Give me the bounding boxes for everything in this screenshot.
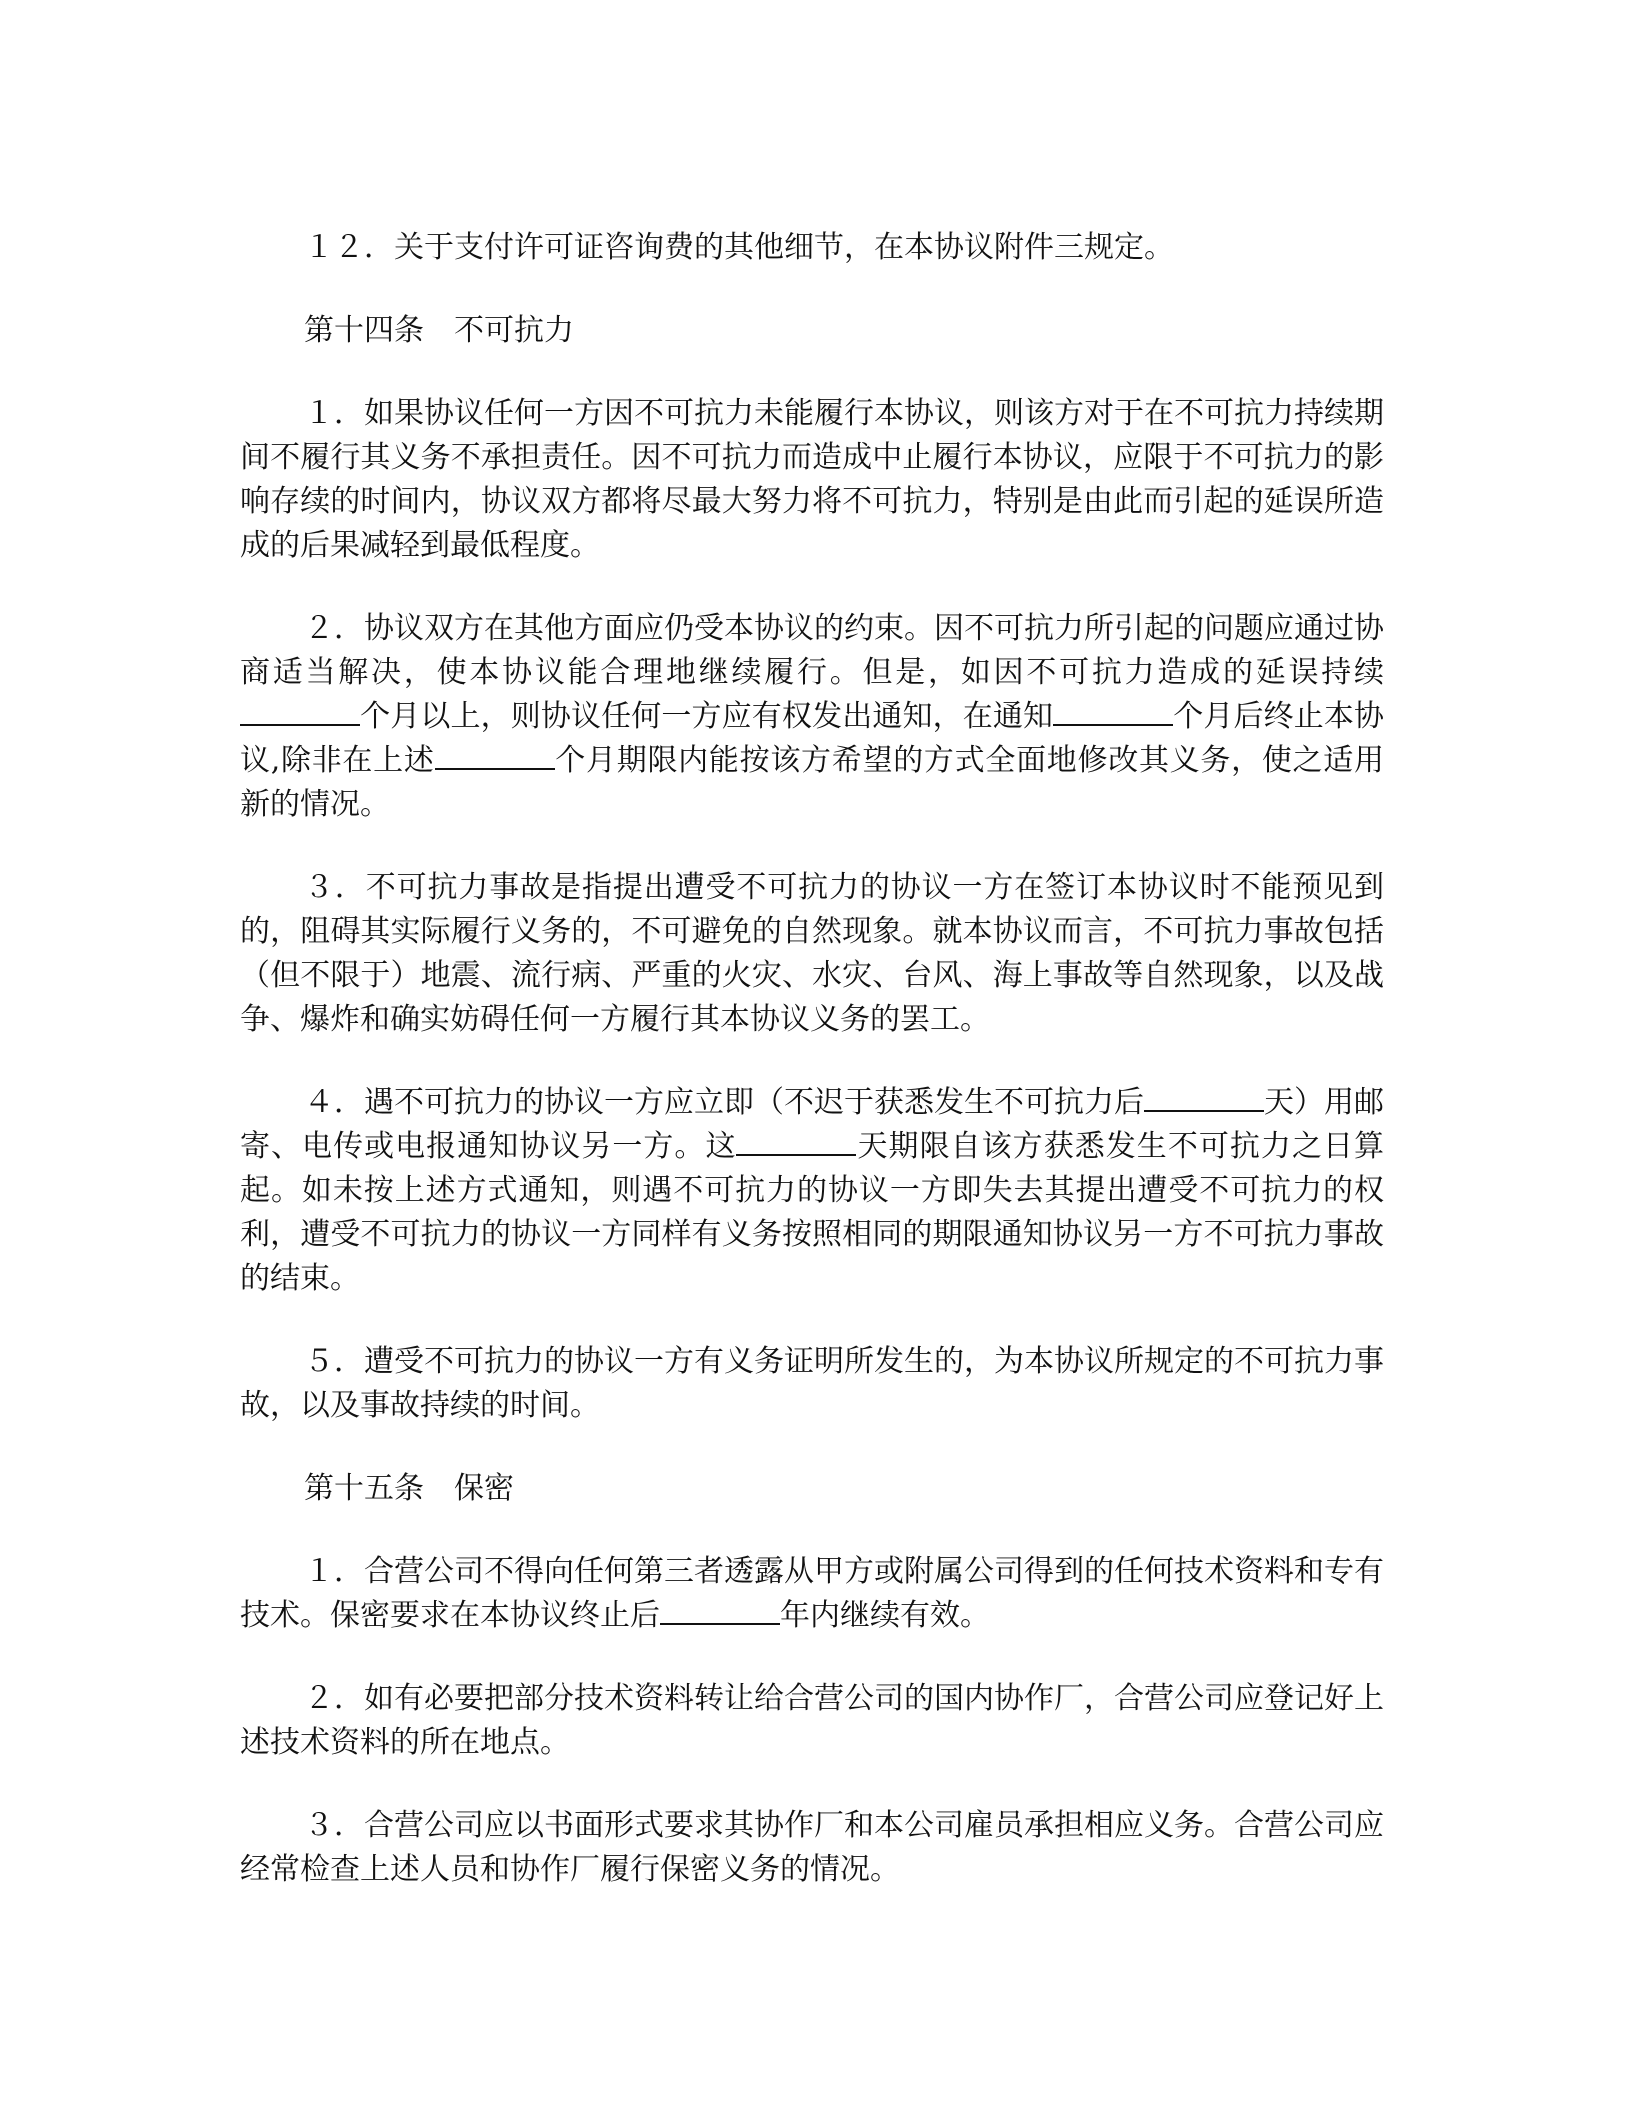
document-page bbox=[240, 226, 1384, 1892]
spacer bbox=[240, 1042, 1384, 1081]
article-14-clause-1: １．如果协议任何一方因不可抗力未能履行本协议，则该方对于在不可抗力持续期间不履行其义务不承担责任。因不可抗力而造成中止履行本协议，应限于不可抗力的影响存续的时间内，协议双方都将尽最大努力将不可抗力，特别是由此而引起的延误所造成的后果减轻到最低程度。 bbox=[240, 396, 1384, 563]
article-15-heading: 第十五条 保密 bbox=[304, 1471, 514, 1506]
spacer bbox=[240, 1511, 1384, 1550]
article-15-clause-1 bbox=[240, 1550, 1384, 1638]
article-14-clause-5: ５．遭受不可抗力的协议一方有义务证明所发生的，为本协议所规定的不可抗力事故，以及事故持续的时间。 bbox=[240, 1344, 1384, 1423]
fill-in-blank bbox=[1144, 1082, 1264, 1112]
fill-in-blank bbox=[736, 1126, 856, 1156]
clause-text: ２．协议双方在其他方面应仍受本协议的约束。因不可抗力所引起的问题应通过协商适当解决，使本协议能合理地继续履行。但是，如因不可抗力造成的延误持续 bbox=[240, 611, 1384, 690]
article-15-clause-2: ２．如有必要把部分技术资料转让给合营公司的国内协作厂，合营公司应登记好上述技术资料的所在地点。 bbox=[240, 1681, 1384, 1760]
clause-text: 年内继续有效。 bbox=[780, 1598, 990, 1633]
article-14-clause-3: ３．不可抗力事故是指提出遭受不可抗力的协议一方在签订本协议时不能预见到的，阻碍其实际履行义务的，不可避免的自然现象。就本协议而言，不可抗力事故包括（但不限于）地震、流行病、严重的火灾、水灾、台风、海上事故等自然现象，以及战争、爆炸和确实妨碍任何一方履行其本协议义务的罢工。 bbox=[240, 870, 1384, 1037]
spacer bbox=[240, 1638, 1384, 1677]
fill-in-blank bbox=[240, 696, 360, 726]
spacer bbox=[240, 353, 1384, 392]
clause-text: １．合营公司不得向任何第三者透露从甲方或附属公司得到的任何技术资料和专有技术。保密要求在本协议终止后 bbox=[240, 1554, 1384, 1633]
clause-text: ４．遇不可抗力的协议一方应立即（不迟于获悉发生不可抗力后 bbox=[304, 1085, 1144, 1120]
spacer bbox=[240, 1765, 1384, 1804]
fill-in-blank bbox=[435, 740, 555, 770]
article-14-clause-4 bbox=[240, 1081, 1384, 1301]
clause-text: 个月后终止本协议,除非在上述 bbox=[240, 699, 1385, 778]
article-14-heading: 第十四条 不可抗力 bbox=[304, 313, 574, 348]
clause-text: 天）用邮寄、电传或电报通知协议另一方。这 bbox=[240, 1085, 1384, 1164]
spacer bbox=[240, 270, 1384, 309]
spacer bbox=[240, 1301, 1384, 1340]
spacer bbox=[240, 827, 1384, 866]
article-14-clause-2 bbox=[240, 607, 1384, 827]
article-15-clause-3: ３．合营公司应以书面形式要求其协作厂和本公司雇员承担相应义务。合营公司应经常检查上述人员和协作厂履行保密义务的情况。 bbox=[240, 1808, 1384, 1887]
spacer bbox=[240, 1428, 1384, 1467]
clause-text: 个月以上，则协议任何一方应有权发出通知，在通知 bbox=[360, 699, 1054, 734]
fill-in-blank bbox=[660, 1595, 780, 1625]
spacer bbox=[240, 568, 1384, 607]
clause-text: 天期限自该方获悉发生不可抗力之日算起。如未按上述方式通知，则遇不可抗力的协议一方即失去其提出遭受不可抗力的权利，遭受不可抗力的协议一方同样有义务按照相同的期限通知协议另一方不可抗力事故的结束。 bbox=[240, 1129, 1384, 1296]
clause-12-paragraph: １２．关于支付许可证咨询费的其他细节，在本协议附件三规定。 bbox=[304, 230, 1174, 265]
clause-text: 个月期限内能按该方希望的方式全面地修改其义务，使之适用新的情况。 bbox=[240, 743, 1384, 822]
fill-in-blank bbox=[1053, 696, 1173, 726]
